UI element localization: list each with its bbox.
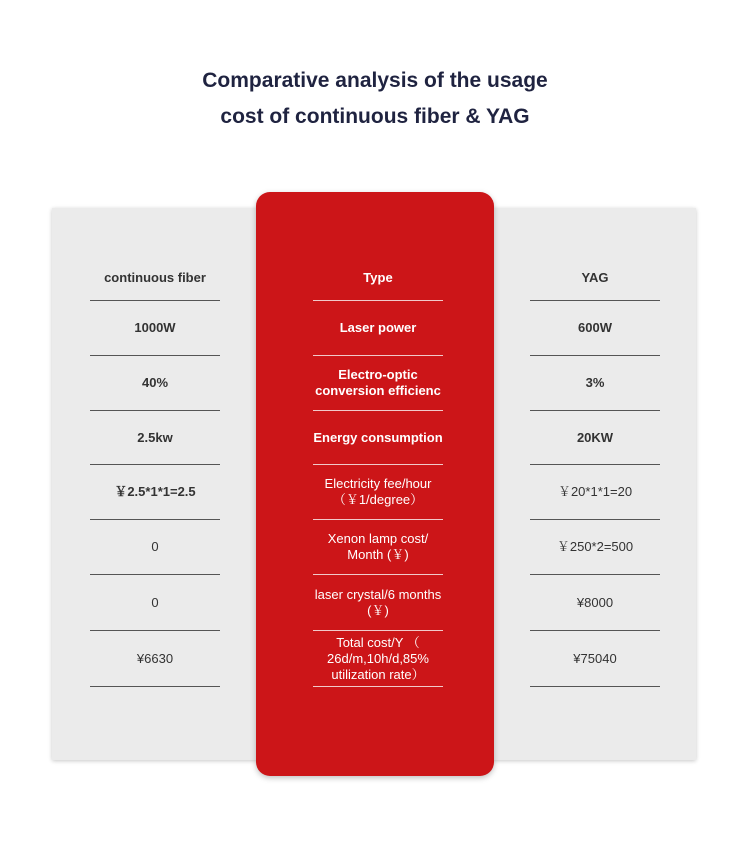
fiber-laser-crystal-cost: 0 bbox=[90, 575, 220, 631]
type-label: Type bbox=[313, 255, 443, 301]
yag-xenon-lamp-cost: ￥250*2=500 bbox=[530, 520, 660, 575]
yag-total-cost: ¥75040 bbox=[530, 631, 660, 687]
energy-consumption-label: Energy consumption bbox=[313, 411, 443, 465]
yag-laser-crystal-cost: ¥8000 bbox=[530, 575, 660, 631]
fiber-electricity-fee: ￥2.5*1*1=2.5 bbox=[90, 465, 220, 520]
fiber-total-cost: ¥6630 bbox=[90, 631, 220, 687]
electricity-fee-label: Electricity fee/hour （￥1/degree） bbox=[313, 465, 443, 520]
fiber-energy-consumption: 2.5kw bbox=[90, 411, 220, 465]
laser-power-label: Laser power bbox=[313, 301, 443, 356]
yag-conversion-efficiency: 3% bbox=[530, 356, 660, 411]
fiber-conversion-efficiency: 40% bbox=[90, 356, 220, 411]
yag-laser-power: 600W bbox=[530, 301, 660, 356]
fiber-header: continuous fiber bbox=[90, 255, 220, 301]
yag-energy-consumption: 20KW bbox=[530, 411, 660, 465]
page-title-line1: Comparative analysis of the usage bbox=[202, 69, 548, 92]
xenon-lamp-cost-label: Xenon lamp cost/ Month (￥) bbox=[313, 520, 443, 575]
fiber-laser-power: 1000W bbox=[90, 301, 220, 356]
yag-header: YAG bbox=[530, 255, 660, 301]
conversion-efficiency-label: Electro-optic conversion efficienc bbox=[313, 356, 443, 411]
yag-electricity-fee: ￥20*1*1=20 bbox=[530, 465, 660, 520]
laser-crystal-cost-label: laser crystal/6 months (￥) bbox=[313, 575, 443, 631]
page-title-line2: cost of continuous fiber & YAG bbox=[220, 105, 530, 128]
total-cost-label: Total cost/Y （ 26d/m,10h/d,85% utilization rate） bbox=[313, 631, 443, 687]
fiber-xenon-lamp-cost: 0 bbox=[90, 520, 220, 575]
